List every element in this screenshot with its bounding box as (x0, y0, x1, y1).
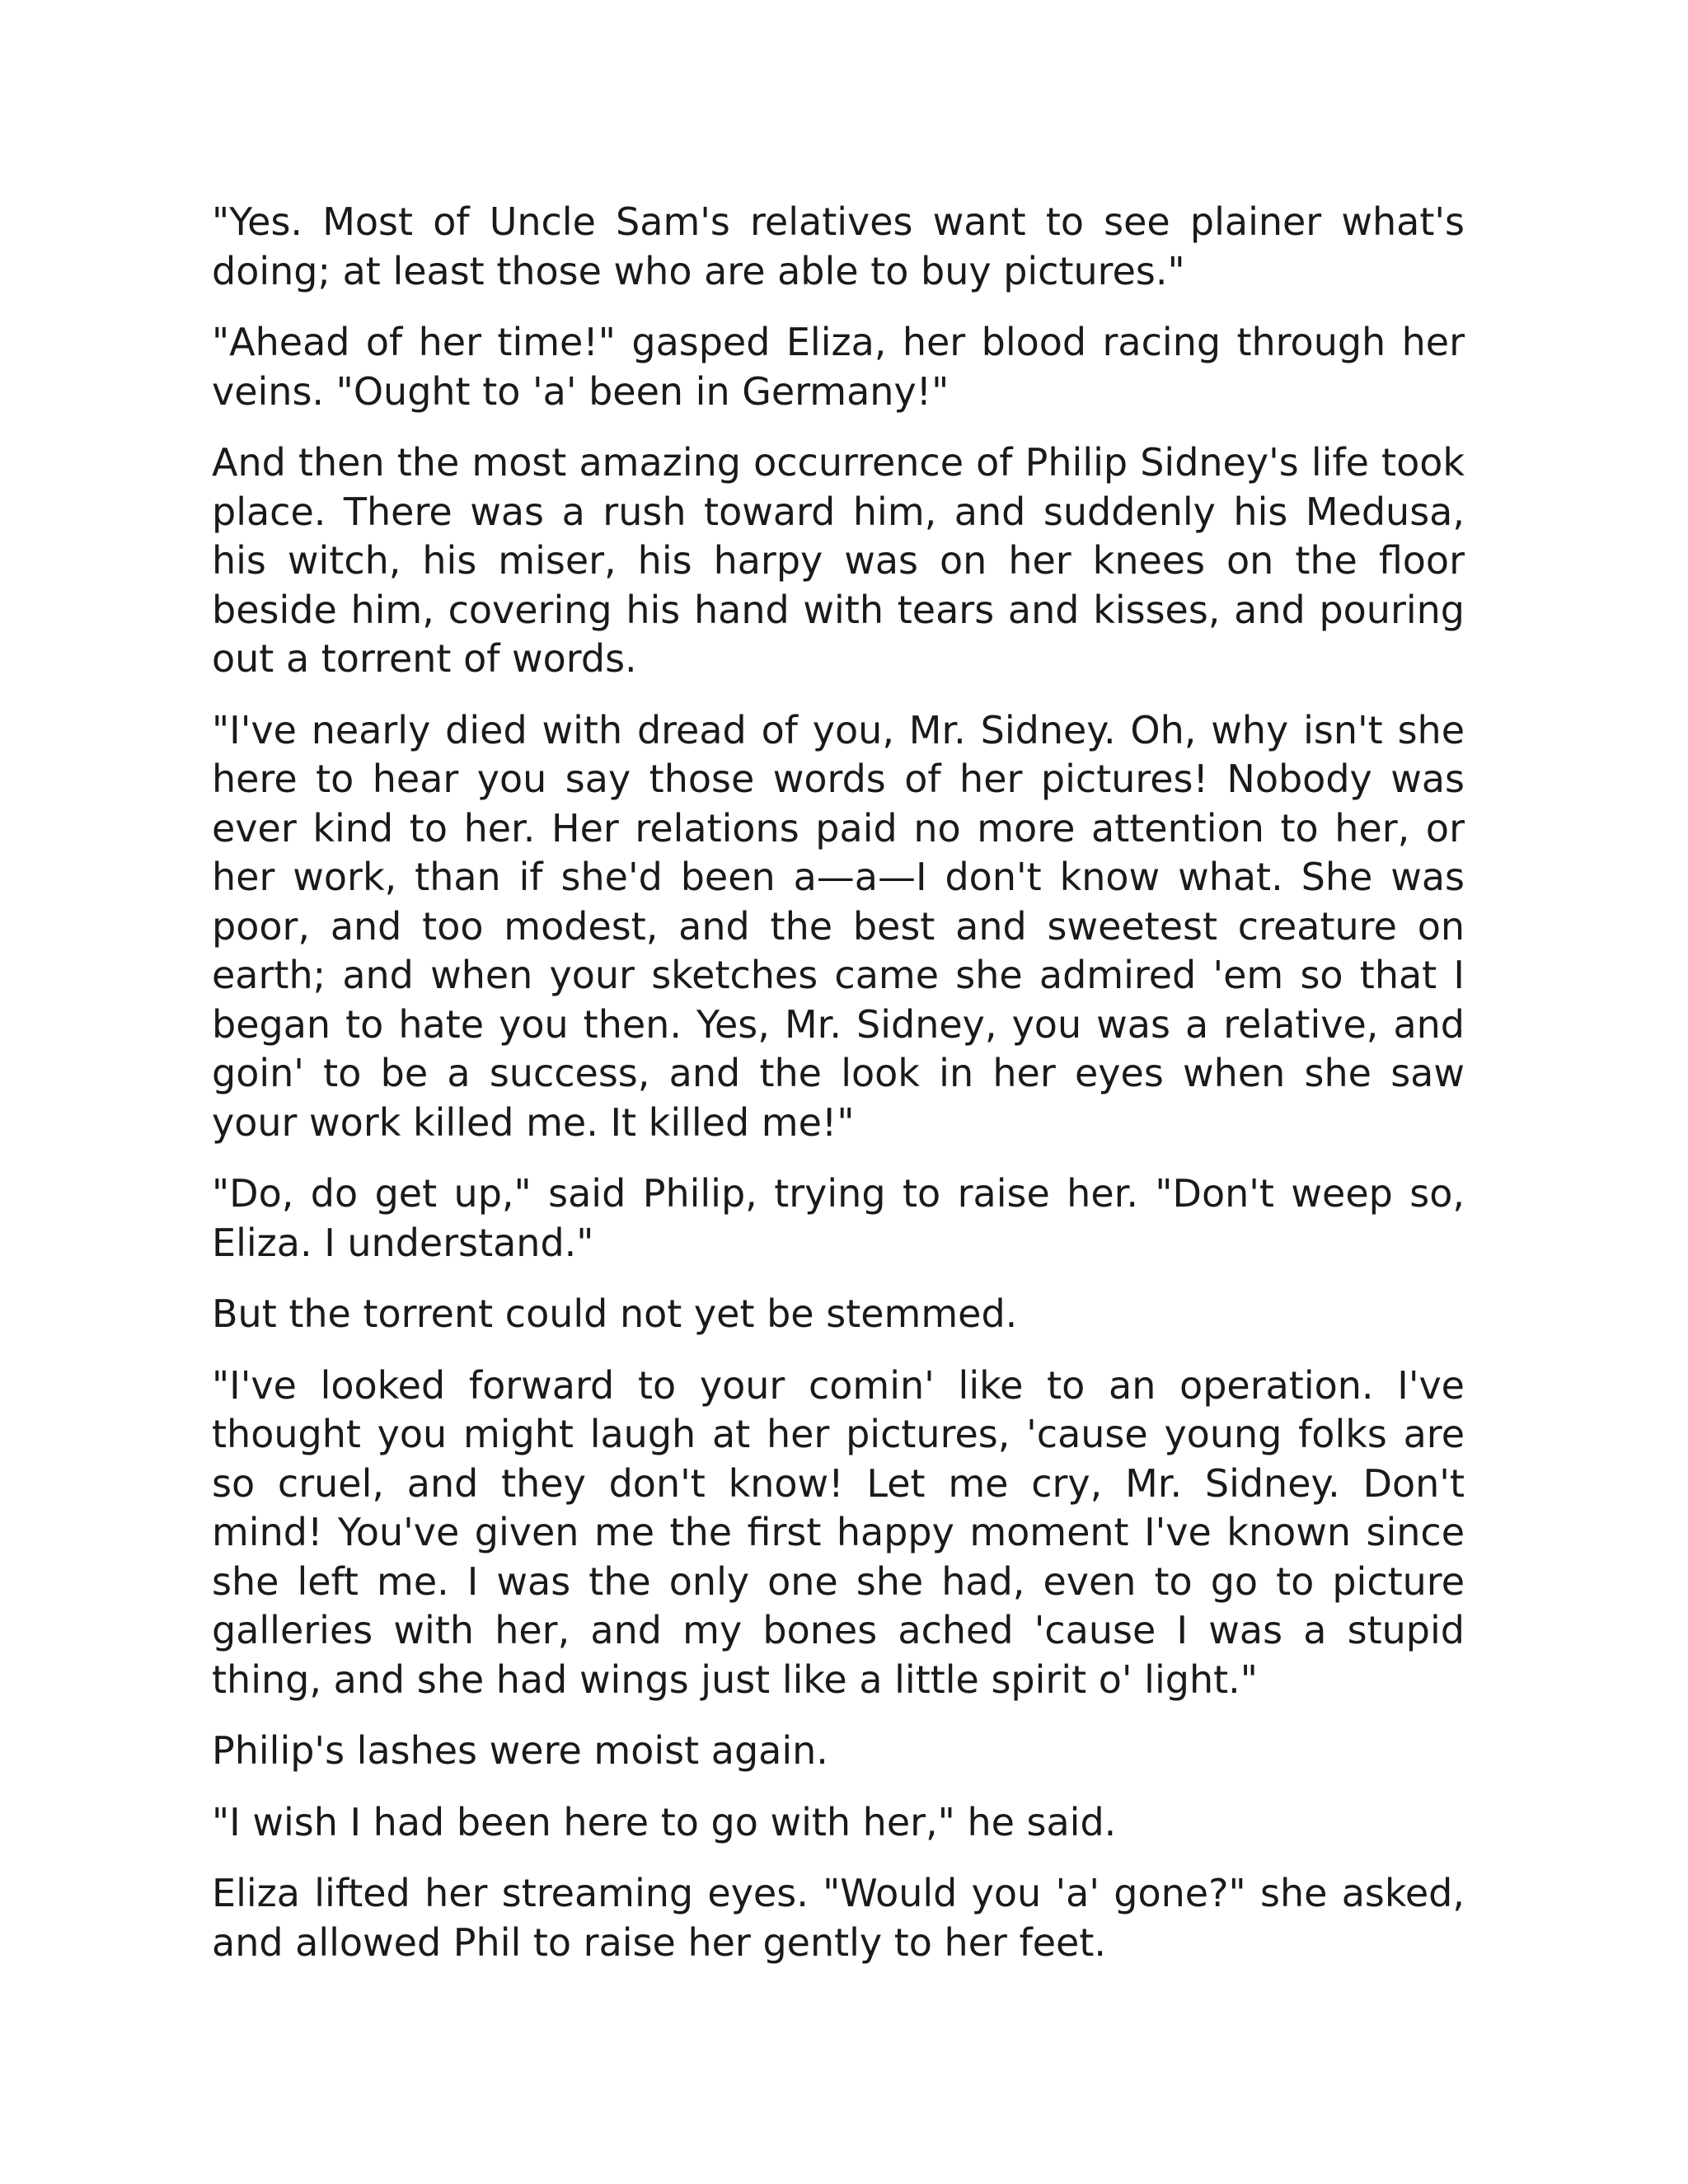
paragraph: "I've looked forward to your comin' like to an operation. I've thought you might laugh at her pictures, 'cause young folks are so cruel, and they don't know! Let me cry, Mr. Sidney. Don't mind! You've given me the first happy moment I've known since she left me. I was the only one she had, even to go to picture galleries with her, and my bones ached 'cause I was a stupid thing, and she had wings just like a little spirit o' light." (212, 1362, 1465, 1702)
paragraph: "Ahead of her time!" gasped Eliza, her blood racing through her veins. "Ought to 'a' been in Germany!" (212, 320, 1465, 414)
paragraph: "Yes. Most of Uncle Sam's relatives want to see plainer what's doing; at least those who are able to buy pictures." (212, 199, 1465, 293)
paragraph: But the torrent could not yet be stemmed. (212, 1291, 1018, 1336)
paragraph: "I wish I had been here to go with her," he said. (212, 1799, 1117, 1844)
paragraph: Eliza lifted her streaming eyes. "Would you 'a' gone?" she asked, and allowed Phil to raise her gently to her feet. (212, 1871, 1465, 1965)
paragraph: "Do, do get up," said Philip, trying to raise her. "Don't weep so, Eliza. I understand." (212, 1171, 1465, 1265)
paragraph: Philip's lashes were moist again. (212, 1728, 828, 1773)
paragraph: "I've nearly died with dread of you, Mr. Sidney. Oh, why isn't she here to hear you say those words of her pictures! Nobody was ever kind to her. Her relations paid no more attention to her, or her work, than if she'd been a—a—I don't know what. She was poor, and too modest, and the best and sweetest creature on earth; and when your sketches came she admired 'em so that I began to hate you then. Yes, Mr. Sidney, you was a relative, and goin' to be a success, and the look in her eyes when she saw your work killed me. It killed me!" (212, 707, 1465, 1145)
page-body (212, 198, 1465, 1990)
paragraph: And then the most amazing occurrence of Philip Sidney's life took place. There was a rush toward him, and suddenly his Medusa, his witch, his miser, his harpy was on her knees on the floor beside him, covering his hand with tears and kisses, and pouring out a torrent of words. (212, 440, 1465, 681)
